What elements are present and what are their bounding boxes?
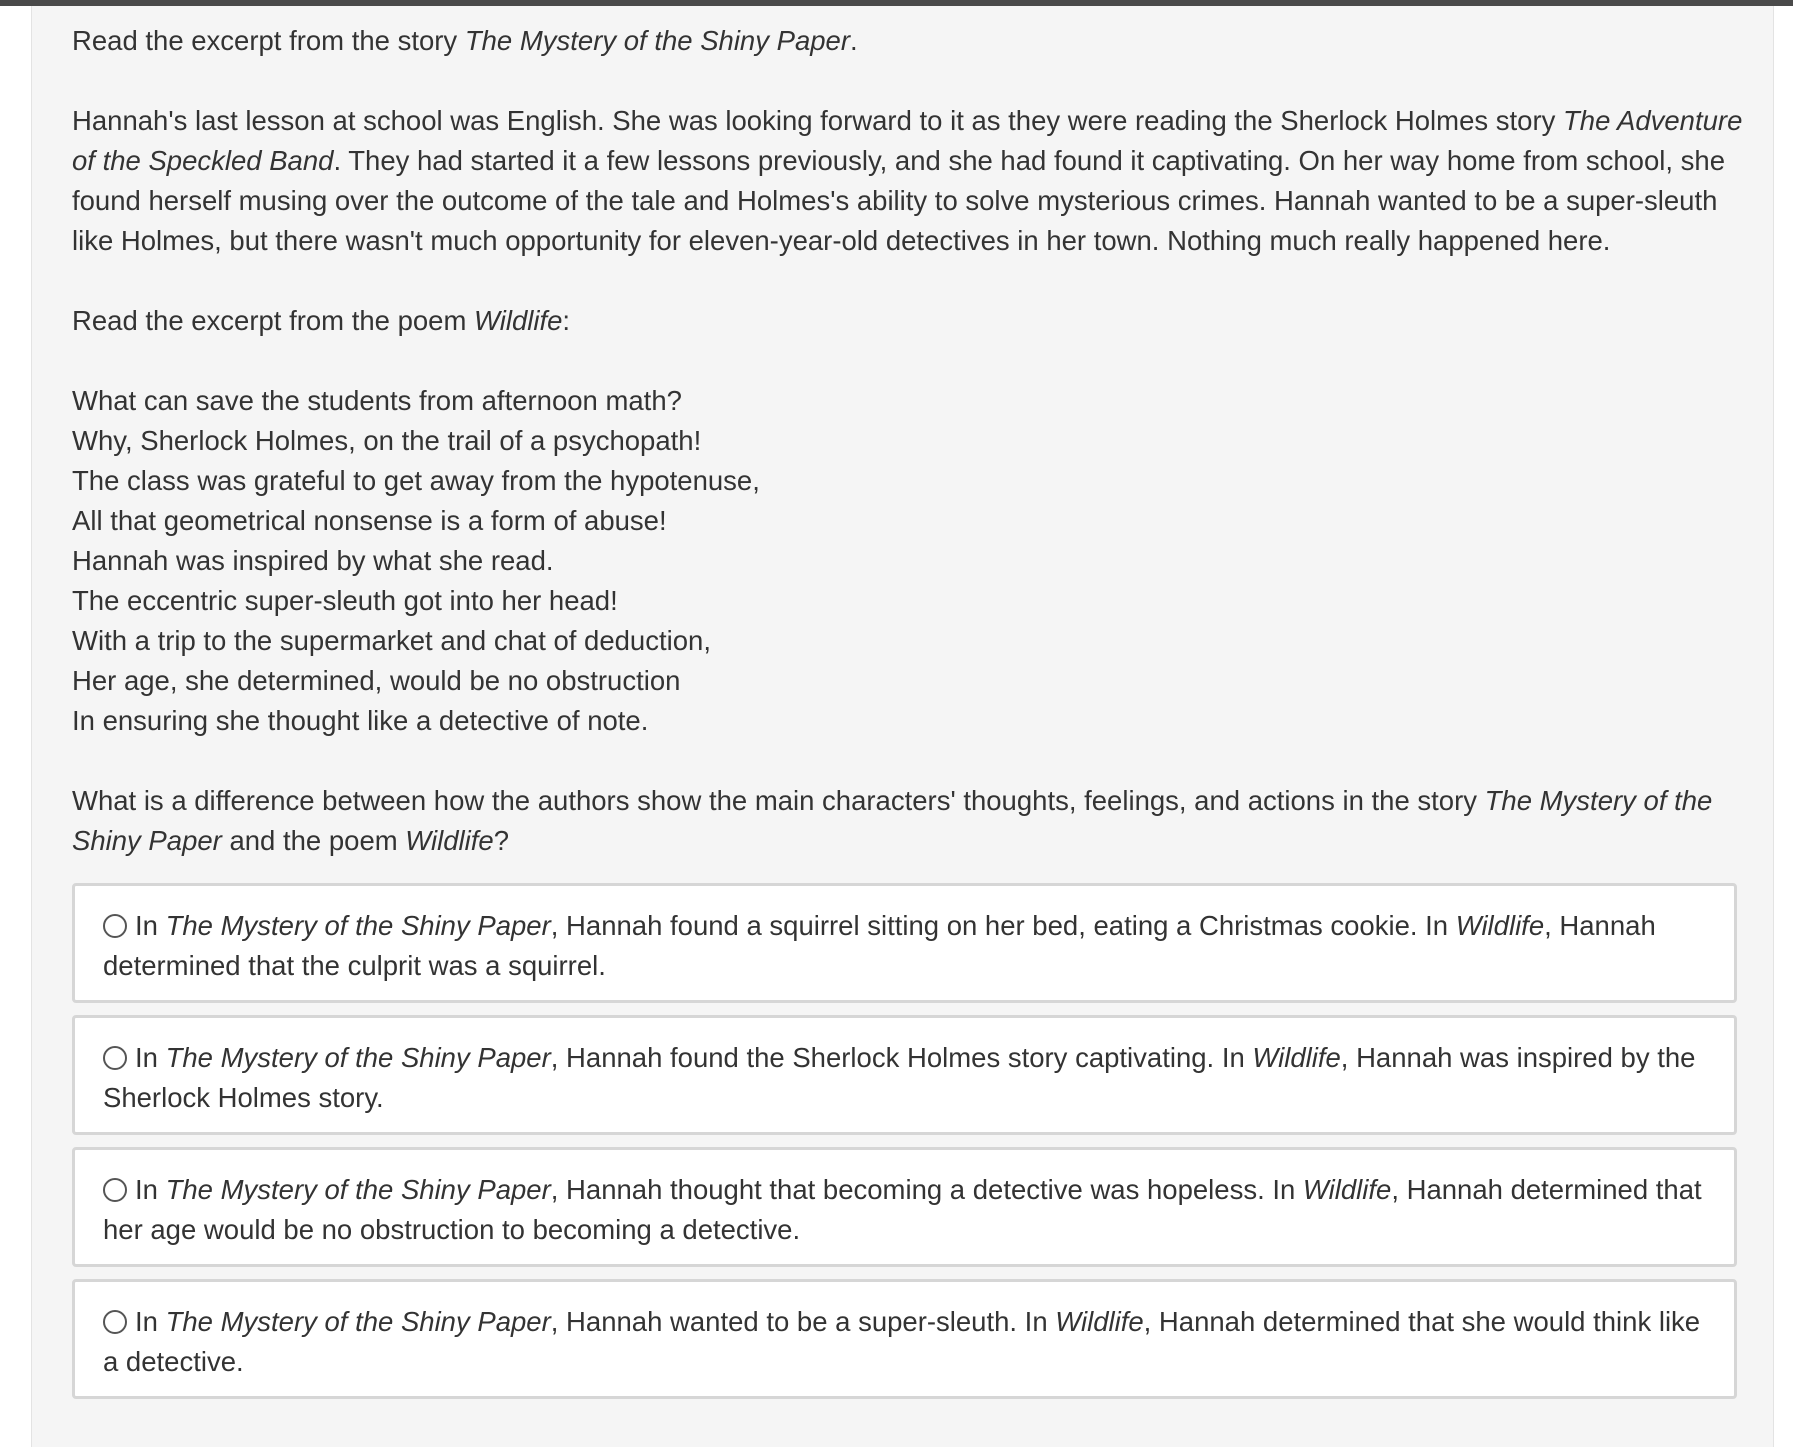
poem-excerpt — [72, 381, 1762, 741]
answer-choice-2[interactable] — [72, 1015, 1737, 1135]
radio-button-icon[interactable] — [103, 1310, 127, 1334]
radio-button-icon[interactable] — [103, 914, 127, 938]
poem-line: All that geometrical nonsense is a form of abuse! — [72, 505, 667, 536]
story-excerpt-title: The Adventure of the Speckled Band — [72, 105, 1743, 176]
choice-text-in: In — [135, 1306, 166, 1337]
story-excerpt — [72, 101, 1762, 261]
choice-poem-title: Wildlife — [1455, 910, 1545, 941]
story-intro-title: The Mystery of the Shiny Paper — [464, 25, 851, 56]
choice-text-end: , Hannah was inspired by the Sherlock Holmes story. — [103, 1042, 1696, 1113]
choice-text-mid: , Hannah found the Sherlock Holmes story captivating. In — [550, 1042, 1253, 1073]
question-part3: ? — [493, 825, 509, 856]
poem-intro-title: Wildlife — [474, 305, 563, 336]
answer-choice-4[interactable] — [72, 1279, 1737, 1399]
right-margin — [1774, 6, 1793, 1447]
poem-line: Her age, she determined, would be no obstruction — [72, 665, 681, 696]
poem-line: The class was grateful to get away from the hypotenuse, — [72, 465, 760, 496]
choice-text-in: In — [135, 1042, 166, 1073]
question-panel — [31, 6, 1774, 1447]
choice-text-mid: , Hannah thought that becoming a detective was hopeless. In — [550, 1174, 1303, 1205]
choice-text-mid: , Hannah wanted to be a super-sleuth. In — [550, 1306, 1056, 1337]
choice-story-title: The Mystery of the Shiny Paper — [165, 1306, 551, 1337]
story-intro-prefix: Read the excerpt from the story — [72, 25, 465, 56]
question-story-title: The Mystery of the Shiny Paper — [72, 785, 1713, 856]
choice-poem-title: Wildlife — [1252, 1042, 1341, 1073]
choice-text-end: , Hannah determined that the culprit was a squirrel. — [103, 910, 1656, 981]
choice-story-title: The Mystery of the Shiny Paper — [165, 910, 551, 941]
choice-poem-title: Wildlife — [1055, 1306, 1144, 1337]
choice-text-in: In — [135, 910, 166, 941]
story-excerpt-part1: Hannah's last lesson at school was English. She was looking forward to it as they were reading the Sherlock Holmes story — [72, 105, 1563, 136]
poem-line: In ensuring she thought like a detective of note. — [72, 705, 649, 736]
answer-choice-1[interactable] — [72, 883, 1737, 1003]
choice-text-mid: , Hannah found a squirrel sitting on her bed, eating a Christmas cookie. In — [550, 910, 1456, 941]
poem-line: With a trip to the supermarket and chat of deduction, — [72, 625, 711, 656]
poem-intro-suffix: : — [562, 305, 571, 336]
choice-text-end: , Hannah determined that her age would be no obstruction to becoming a detective. — [103, 1174, 1702, 1245]
question-part2: and the poem — [221, 825, 406, 856]
question-prompt — [72, 781, 1762, 861]
story-excerpt-part2: . They had started it a few lessons previously, and she had found it captivating. On her way home from school, she found herself musing over the outcome of the tale and Holmes's ability to solve mysterious crimes. Hannah wanted to be a super-sleuth like Holmes, but there wasn't much opportunity for eleven-year-old detectives in her town. Nothing much really happened here. — [72, 145, 1725, 256]
story-intro — [72, 21, 1762, 61]
left-margin — [0, 6, 31, 1447]
question-part1: What is a difference between how the authors show the main characters' thoughts, feelings, and actions in the story — [72, 785, 1485, 816]
choice-story-title: The Mystery of the Shiny Paper — [165, 1174, 551, 1205]
radio-button-icon[interactable] — [103, 1178, 127, 1202]
choice-story-title: The Mystery of the Shiny Paper — [165, 1042, 551, 1073]
poem-line: What can save the students from afternoon math? — [72, 385, 682, 416]
radio-button-icon[interactable] — [103, 1046, 127, 1070]
choice-text-end: , Hannah determined that she would think like a detective. — [103, 1306, 1701, 1377]
question-content — [72, 21, 1762, 1411]
choice-poem-title: Wildlife — [1302, 1174, 1392, 1205]
poem-line: The eccentric super-sleuth got into her head! — [72, 585, 618, 616]
choice-text-in: In — [135, 1174, 166, 1205]
story-intro-suffix: . — [850, 25, 858, 56]
poem-intro-prefix: Read the excerpt from the poem — [72, 305, 475, 336]
poem-line: Why, Sherlock Holmes, on the trail of a psychopath! — [72, 425, 702, 456]
question-poem-title: Wildlife — [405, 825, 494, 856]
poem-line: Hannah was inspired by what she read. — [72, 545, 554, 576]
answer-choice-3[interactable] — [72, 1147, 1737, 1267]
poem-intro — [72, 301, 1762, 341]
